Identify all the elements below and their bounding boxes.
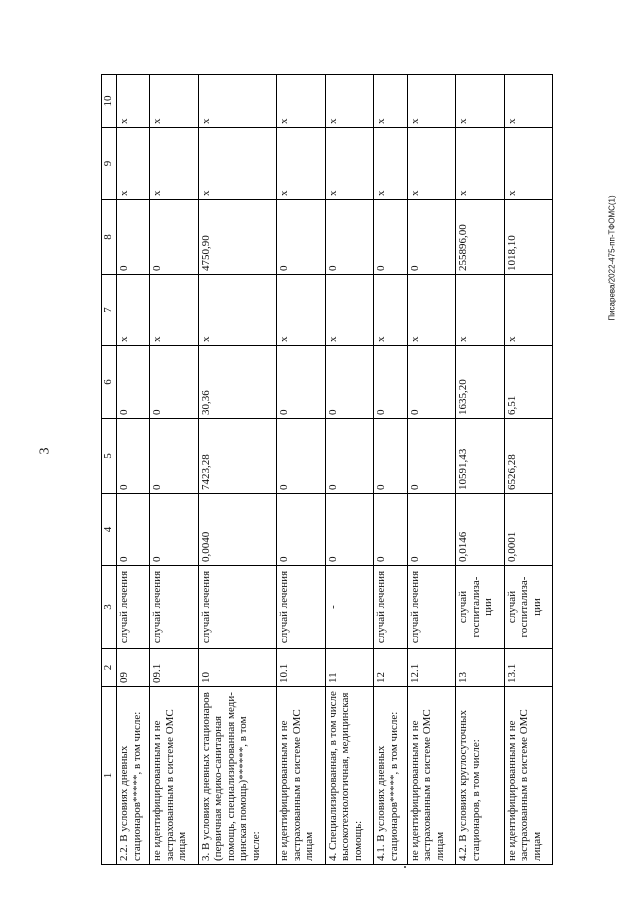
column-header: 2 [102, 649, 117, 687]
table-body [117, 75, 553, 865]
x-cell: х [325, 128, 373, 200]
rotated-table-content [101, 75, 553, 865]
table-row [150, 75, 198, 865]
row-code-cell: 09.1 [150, 649, 198, 687]
x-cell: х [277, 75, 325, 128]
x-cell: х [117, 275, 150, 346]
volume-cell: 0 [325, 494, 373, 566]
total-cost-cell: 0 [325, 200, 373, 275]
volume-cell: 0,0146 [456, 494, 504, 566]
table-row [198, 75, 276, 865]
rotated-table-frame [101, 75, 553, 865]
column-header: 6 [102, 346, 117, 419]
row-code-cell: 10 [198, 649, 276, 687]
column-header: 1 [102, 687, 117, 865]
unit-cell: случай госпитализа-ции [456, 566, 504, 649]
page-number: 3 [37, 447, 53, 455]
x-cell: х [456, 75, 504, 128]
volume-cell: 0 [150, 494, 198, 566]
speck-mark [404, 866, 406, 868]
column-header: 10 [102, 75, 117, 128]
indicator-name-cell: 3. В условиях дневных стационаров (первичная медико-санитарная помощь, специализированная меди-цинская помощь)******, в том числе: [198, 687, 276, 865]
indicator-name-cell: не идентифицированным и не застрахованным в системе ОМС лицам [277, 687, 325, 865]
x-cell: х [504, 75, 553, 128]
column-header: 7 [102, 275, 117, 346]
x-cell: х [277, 128, 325, 200]
total-cost-cell: 0 [150, 200, 198, 275]
per-capita-cell: 30,36 [198, 346, 276, 419]
x-cell: х [504, 275, 553, 346]
cost-per-unit-cell: 7423,28 [198, 419, 276, 494]
x-cell: х [150, 75, 198, 128]
indicator-name-cell: 4. Специализированная, в том числе высокотехнологичная, медицинская помощь: [325, 687, 373, 865]
volume-cell: 0,0001 [504, 494, 553, 566]
row-code-cell: 13.1 [504, 649, 553, 687]
x-cell: х [150, 128, 198, 200]
per-capita-cell: 0 [150, 346, 198, 419]
x-cell: х [407, 75, 455, 128]
indicator-name-cell: 2.2. В условиях дневных стационаров*****, в том числе: [117, 687, 150, 865]
total-cost-cell: 4750,90 [198, 200, 276, 275]
cost-per-unit-cell: 10591,43 [456, 419, 504, 494]
row-code-cell: 12.1 [407, 649, 455, 687]
cost-per-unit-cell: 0 [325, 419, 373, 494]
volume-cell: 0 [277, 494, 325, 566]
row-code-cell: 11 [325, 649, 373, 687]
indicator-name-cell: не идентифицированным и не застрахованным в системе ОМС лицам [407, 687, 455, 865]
x-cell: х [374, 128, 407, 200]
x-cell: х [277, 275, 325, 346]
per-capita-cell: 0 [407, 346, 455, 419]
table-row [277, 75, 325, 865]
cost-per-unit-cell: 0 [277, 419, 325, 494]
per-capita-cell: 6,51 [504, 346, 553, 419]
document-id-stamp: Писарева/2022-475-пп-ТФОМС(1) [607, 195, 617, 321]
volume-cell: 0,0040 [198, 494, 276, 566]
unit-cell: случай лечения [117, 566, 150, 649]
per-capita-cell: 0 [277, 346, 325, 419]
total-cost-cell: 1018,10 [504, 200, 553, 275]
volume-cell: 0 [117, 494, 150, 566]
indicator-name-cell: 4.1. В условиях дневных стационаров*****, в том числе: [374, 687, 407, 865]
x-cell: х [117, 128, 150, 200]
x-cell: х [374, 75, 407, 128]
total-cost-cell: 0 [407, 200, 455, 275]
cost-per-unit-cell: 0 [117, 419, 150, 494]
x-cell: х [198, 75, 276, 128]
cost-per-unit-cell: 0 [150, 419, 198, 494]
unit-cell: случай лечения [198, 566, 276, 649]
column-header: 5 [102, 419, 117, 494]
volume-cell: 0 [374, 494, 407, 566]
table-row [374, 75, 407, 865]
table-row [117, 75, 150, 865]
column-header: 9 [102, 128, 117, 200]
x-cell: х [198, 128, 276, 200]
unit-cell: случай лечения [277, 566, 325, 649]
row-code-cell: 10.1 [277, 649, 325, 687]
unit-cell: случай лечения [374, 566, 407, 649]
per-capita-cell: 0 [374, 346, 407, 419]
cost-per-unit-cell: 0 [374, 419, 407, 494]
row-code-cell: 09 [117, 649, 150, 687]
total-cost-cell: 0 [277, 200, 325, 275]
per-capita-cell: 0 [325, 346, 373, 419]
x-cell: х [198, 275, 276, 346]
per-capita-cell: 1635,20 [456, 346, 504, 419]
column-header: 3 [102, 566, 117, 649]
indicator-name-cell: 4.2. В условиях круглосуточных стационаров, в том числе: [456, 687, 504, 865]
table-row [456, 75, 504, 865]
x-cell: х [407, 275, 455, 346]
x-cell: х [407, 128, 455, 200]
x-cell: х [456, 128, 504, 200]
x-cell: х [117, 75, 150, 128]
table-row [407, 75, 455, 865]
total-cost-cell: 0 [374, 200, 407, 275]
table-row [504, 75, 553, 865]
indicator-name-cell: не идентифицированным и не застрахованным в системе ОМС лицам [504, 687, 553, 865]
cost-per-unit-cell: 0 [407, 419, 455, 494]
table-row [325, 75, 373, 865]
x-cell: х [504, 128, 553, 200]
total-cost-cell: 0 [117, 200, 150, 275]
unit-cell: случай госпитализа-ции [504, 566, 553, 649]
indicator-name-cell: не идентифицированным и не застрахованным в системе ОМС лицам [150, 687, 198, 865]
cost-per-unit-cell: 6526,28 [504, 419, 553, 494]
row-code-cell: 12 [374, 649, 407, 687]
x-cell: х [150, 275, 198, 346]
total-cost-cell: 255896,00 [456, 200, 504, 275]
per-capita-cell: 0 [117, 346, 150, 419]
x-cell: х [456, 275, 504, 346]
column-header: 8 [102, 200, 117, 275]
volume-cell: 0 [407, 494, 455, 566]
indicators-table [101, 74, 553, 865]
x-cell: х [374, 275, 407, 346]
unit-cell: случай лечения [150, 566, 198, 649]
column-header: 4 [102, 494, 117, 566]
unit-cell: случай лечения [407, 566, 455, 649]
x-cell: х [325, 75, 373, 128]
row-code-cell: 13 [456, 649, 504, 687]
x-cell: х [325, 275, 373, 346]
unit-cell: - [325, 566, 373, 649]
table-header-row [102, 75, 117, 865]
